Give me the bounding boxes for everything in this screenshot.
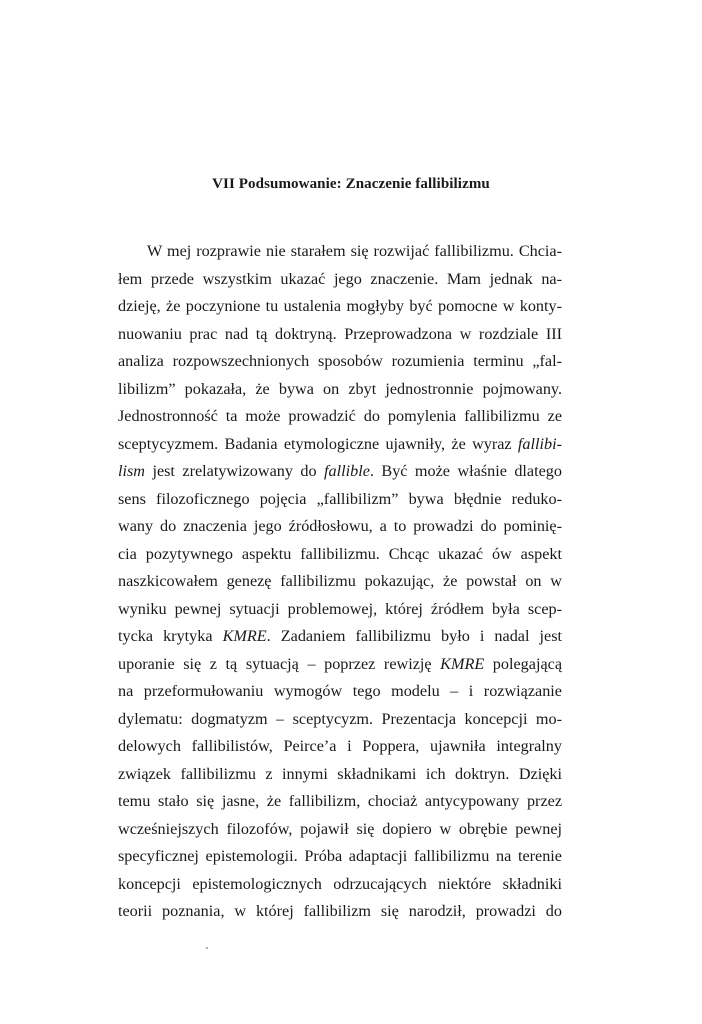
italic-text-segment: lism <box>118 462 145 480</box>
text-segment: sens filozoficznego pojęcia „fallibilizm” bywa błędnie reduko- <box>118 489 562 508</box>
chapter-title: VII Podsumowanie: Znaczenie fallibilizmu <box>212 176 490 192</box>
italic-text-segment: fallible <box>324 462 370 480</box>
text-segment: libilizm” pokazała, że bywa on zbyt jednostronnie pojmowany. <box>118 379 562 398</box>
text-line <box>118 596 562 624</box>
body-paragraph <box>118 238 562 926</box>
text-segment: cia pozytywnego aspektu fallibilizmu. Chcąc ukazać ów aspekt <box>118 544 562 563</box>
text-line <box>118 486 562 514</box>
text-segment: W mej rozprawie nie starałem się rozwijać fallibilizmu. Chcia- <box>147 242 562 260</box>
text-segment: delowych fallibilistów, Peirce’a i Poppera, ujawniła integralny <box>118 737 562 755</box>
text-line <box>118 898 562 926</box>
text-line <box>118 568 562 596</box>
text-line <box>118 816 562 844</box>
text-segment: tycka krytyka <box>118 627 223 645</box>
text-segment: łem przede wszystkim ukazać jego znaczenie. Mam jednak na- <box>118 269 562 288</box>
text-segment: koncepcji epistemologicznych odrzucających niektóre składniki <box>118 874 562 893</box>
text-line <box>118 266 562 294</box>
text-segment: wyniku pewnej sytuacji problemowej, której źródłem była scep- <box>118 599 562 618</box>
text-line <box>118 348 562 376</box>
italic-text-segment: KMRE <box>440 654 485 673</box>
text-segment: . Zadaniem fallibilizmu było i nadal jest <box>266 627 562 645</box>
text-segment: . Być może właśnie dlatego <box>369 462 562 480</box>
text-line <box>118 623 562 651</box>
text-segment: dylematu: dogmatyzm – sceptycyzm. Prezentacja koncepcji mo- <box>118 709 562 728</box>
text-line <box>118 678 562 706</box>
text-line <box>118 238 562 266</box>
text-segment: analiza rozpowszechnionych sposobów rozumienia terminu „fal- <box>118 352 562 370</box>
text-line <box>118 651 562 679</box>
text-line <box>118 321 562 349</box>
text-segment: naszkicowałem genezę fallibilizmu pokazując, że powstał on w <box>118 572 562 590</box>
text-segment: teorii poznania, w której fallibilizm się narodził, prowadzi do <box>118 902 562 920</box>
text-segment: temu stało się jasne, że fallibilizm, chociaż antycypowany przez <box>118 792 562 810</box>
text-line <box>118 733 562 761</box>
text-line <box>118 706 562 734</box>
text-line <box>118 376 562 404</box>
text-line <box>118 403 562 431</box>
text-line <box>118 458 562 486</box>
text-segment: Jednostronność ta może prowadzić do pomylenia fallibilizmu ze <box>118 407 562 425</box>
text-line <box>118 843 562 871</box>
text-line <box>118 871 562 899</box>
text-segment: specyficznej epistemologii. Próba adaptacji fallibilizmu na terenie <box>118 847 562 865</box>
text-line <box>118 788 562 816</box>
text-line <box>118 761 562 789</box>
scan-speck <box>206 947 208 949</box>
italic-text-segment: KMRE <box>222 627 267 645</box>
italic-text-segment: fallibi- <box>517 434 562 453</box>
text-segment: sceptycyzmem. Badania etymologiczne ujawniły, że wyraz <box>118 434 518 453</box>
text-line <box>118 541 562 569</box>
text-segment: dzieję, że poczynione tu ustalenia mogłyby być pomocne w konty- <box>118 297 562 315</box>
text-segment: polegającą <box>484 654 563 673</box>
text-segment: na przeformułowaniu wymogów tego modelu – i rozwiązanie <box>118 682 562 700</box>
text-segment: nuowaniu prac nad tą doktryną. Przeprowadzona w rozdziale III <box>118 324 562 343</box>
text-segment: jest zrelatywizowany do <box>145 462 325 480</box>
text-segment: uporanie się z tą sytuacją – poprzez rewizję <box>118 654 441 673</box>
text-line <box>118 431 562 459</box>
text-segment: związek fallibilizmu z innymi składnikami ich doktryn. Dzięki <box>118 764 562 783</box>
text-segment: wany do znaczenia jego źródłosłowu, a to prowadzi do pominię- <box>118 517 562 535</box>
text-line <box>118 513 562 541</box>
text-segment: wcześniejszych filozofów, pojawił się dopiero w obrębie pewnej <box>118 819 562 838</box>
text-line <box>118 293 562 321</box>
